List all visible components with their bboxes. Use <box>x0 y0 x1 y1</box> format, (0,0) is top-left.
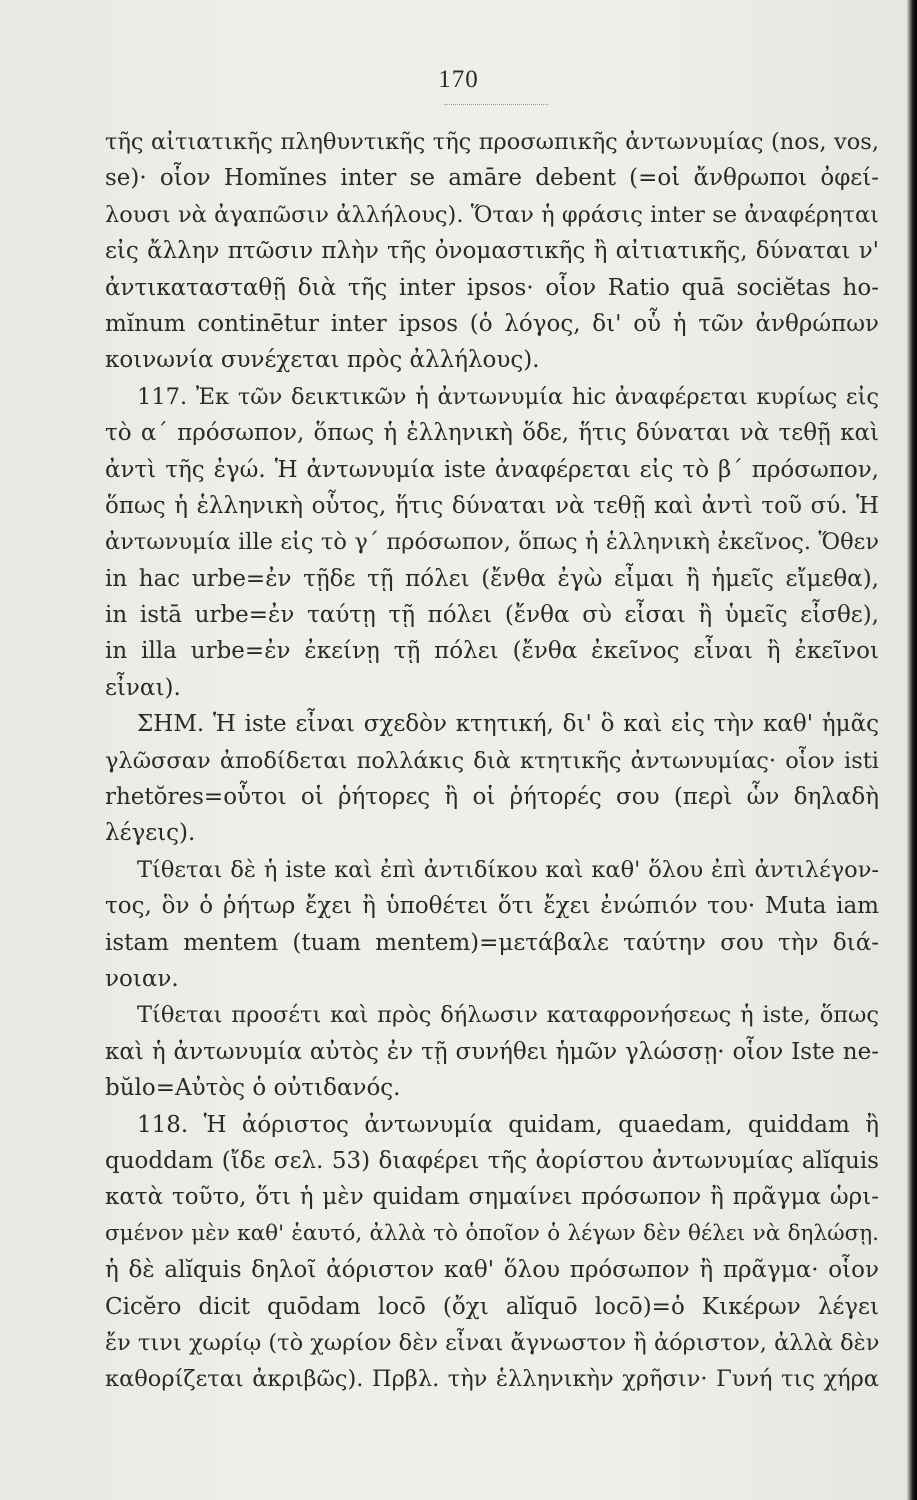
text-line: ἀντὶ τῆς ἐγώ. Ἡ ἀντωνυμία iste ἀναφέρεται εἰς τὸ β΄ πρόσωπον, <box>105 456 879 483</box>
text-line: τῆς αἰτιατικῆς πληθυντικῆς τῆς προσωπικῆς ἀντωνυμίας (nos, vos, <box>105 129 879 155</box>
text-line: ὅπως ἡ ἑλληνικὴ οὗτος, ἥτις δύναται νὰ τεθῇ καὶ ἀντὶ τοῦ σύ. Ἡ <box>105 492 879 519</box>
text-line: ΣΗΜ. Ἡ iste εἶναι σχεδὸν κτητική, δι' ὃ καὶ εἰς τὴν καθ' ἡμᾶς <box>137 711 879 738</box>
text-line: Cicĕro dicit quōdam locō (ὄχι alĭquō locō)=ὁ Κικέρων λέγει <box>105 1293 879 1320</box>
text-line: quoddam (ἴδε σελ. 53) διαφέρει τῆς ἀορίστου ἀντωνυμίας alĭquis <box>105 1147 879 1174</box>
text-line: τος, ὃν ὁ ῥήτωρ ἔχει ἢ ὑποθέτει ὅτι ἔχει ἐνώπιόν του· Muta iam <box>105 893 879 920</box>
text-line: in istā urbe=ἐν ταύτῃ τῇ πόλει (ἔνθα σὺ εἶσαι ἢ ὑμεῖς εἶσθε), <box>105 602 879 629</box>
text-line: 117. Ἐκ τῶν δεικτικῶν ἡ ἀντωνυμία hic ἀναφέρεται κυρίως εἰς <box>137 383 879 410</box>
text-line: λουσι νὰ ἀγαπῶσιν ἀλλήλους). Ὅταν ἡ φράσις inter se ἀναφέρηται <box>105 201 879 228</box>
text-line: κατὰ τοῦτο, ὅτι ἡ μὲν quidam σημαίνει πρόσωπον ἢ πρᾶγμα ὡρι- <box>105 1184 879 1211</box>
text-line: ἀντικατασταθῇ διὰ τῆς inter ipsos· οἷον Ratio quā sociĕtas ho- <box>105 274 879 301</box>
text-line: καθορίζεται ἀκριβῶς). Πρβλ. τὴν ἑλληνικὴν χρῆσιν· Γυνή τις χήρα <box>105 1366 879 1393</box>
text-line: εἶναι). <box>105 674 181 701</box>
header-rule <box>444 104 548 105</box>
text-line: καὶ ἡ ἀντωνυμία αὐτὸς ἐν τῇ συνήθει ἡμῶν γλώσσῃ· οἷον Iste ne- <box>105 1038 879 1065</box>
text-line: εἰς ἄλλην πτῶσιν πλὴν τῆς ὀνομαστικῆς ἢ αἰτιατικῆς, δύναται ν' <box>105 238 879 265</box>
text-line: ἡ δὲ alĭquis δηλοῖ ἀόριστον καθ' ὅλου πρόσωπον ἢ πρᾶγμα· οἷον <box>105 1257 879 1284</box>
page-edge-shadow <box>907 0 917 1500</box>
text-line: 118. Ἡ ἀόριστος ἀντωνυμία quidam, quaedam, quiddam ἢ <box>137 1111 879 1138</box>
text-line: Τίθεται προσέτι καὶ πρὸς δήλωσιν καταφρονήσεως ἡ iste, ὅπως <box>137 1002 879 1029</box>
text-line: τὸ α΄ πρόσωπον, ὅπως ἡ ἑλληνικὴ ὅδε, ἥτις δύναται νὰ τεθῇ καὶ <box>105 420 879 447</box>
text-line: istam mentem (tuam mentem)=μετάβαλε ταύτην σου τὴν διά- <box>105 929 879 956</box>
text-line: mĭnum continētur inter ipsos (ὁ λόγος, δι' οὗ ἡ τῶν ἀνθρώπων <box>105 310 879 337</box>
text-line: Τίθεται δὲ ἡ iste καὶ ἐπὶ ἀντιδίκου καὶ καθ' ὅλου ἐπὶ ἀντιλέγον- <box>137 856 879 883</box>
body-text <box>105 124 879 1398</box>
text-line: in illa urbe=ἐν ἐκείνῃ τῇ πόλει (ἔνθα ἐκεῖνος εἶναι ἢ ἐκεῖνοι <box>105 638 879 665</box>
text-line: in hac urbe=ἐν τῇδε τῇ πόλει (ἔνθα ἐγὼ εἶμαι ἢ ἡμεῖς εἴμεθα), <box>105 565 879 592</box>
text-line: bŭlo=Αὐτὸς ὁ οὐτιδανός. <box>105 1075 401 1102</box>
text-line: γλῶσσαν ἀποδίδεται πολλάκις διὰ κτητικῆς ἀντωνυμίας· οἷον isti <box>105 747 879 774</box>
text-line: ἔν τινι χωρίῳ (τὸ χωρίον δὲν εἶναι ἄγνωστον ἢ ἀόριστον, ἀλλὰ δὲν <box>105 1329 879 1356</box>
text-line: rhetŏres=οὗτοι οἱ ῥήτορες ἢ οἱ ῥήτορές σου (περὶ ὧν δηλαδὴ <box>105 784 879 811</box>
text-line: λέγεις). <box>105 820 196 847</box>
text-line: κοινωνία συνέχεται πρὸς ἀλλήλους). <box>105 347 540 374</box>
text-line: ἀντωνυμία ille εἰς τὸ γ΄ πρόσωπον, ὅπως ἡ ἑλληνικὴ ἐκεῖνος. Ὅθεν <box>105 529 879 556</box>
text-line: σμένον μὲν καθ' ἑαυτό, ἀλλὰ τὸ ὁποῖον ὁ λέγων δὲν θέλει νὰ δηλώσῃ. <box>105 1220 879 1246</box>
text-line: νοιαν. <box>105 965 179 992</box>
text-line: se)· οἷον Homĭnes inter se amāre debent (=οἱ ἄνθρωποι ὀφεί- <box>105 165 879 192</box>
page-number: 170 <box>438 66 479 93</box>
